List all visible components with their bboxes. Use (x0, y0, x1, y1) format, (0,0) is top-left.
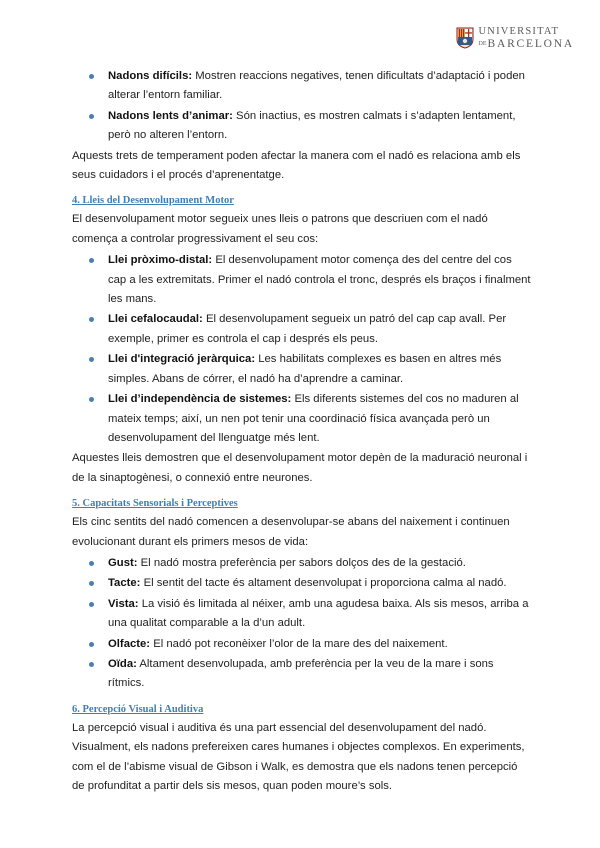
section-4-list (72, 251, 532, 448)
list-item (72, 310, 532, 349)
description: Altament desenvolupada, amb preferència per la veu de la mare i sons rítmics. (108, 657, 494, 690)
section-4-intro: El desenvolupament motor segueix unes lleis o patrons que descriuen com el nadó comença a controlar progressivament el seu cos: (72, 213, 488, 245)
list-item (72, 655, 532, 694)
university-crest-icon (456, 27, 474, 49)
term: Nadons difícils: (108, 70, 193, 82)
description: El desenvolupament segueix un patró del cap cap avall. Per exemple, primer es controla el cap i després els peus. (108, 313, 507, 345)
list-item (72, 635, 532, 654)
description: La visió és limitada al néixer, amb una agudesa baixa. Als sis mesos, arriba a una qualitat comparable a la d’un adult. (108, 597, 529, 630)
description: El desenvolupament motor comença des del centre del cos cap a les extremitats. Primer el nadó controla el tronc, després els braços i finalment les mans. (108, 254, 531, 306)
bullet-icon (89, 642, 94, 647)
description: Mostren reaccions negatives, tenen dificultats d’adaptació i poden alterar l’entorn familiar. (108, 70, 525, 102)
list-item (72, 390, 532, 448)
term: Nadons lents d’animar: (108, 109, 233, 122)
section-5-heading: 5. Capacitats Sensorials i Perceptives (72, 498, 238, 510)
term: Llei cefalocaudal: (108, 313, 203, 326)
logo-line-2-name: BARCELONA (487, 38, 574, 50)
list-item (72, 350, 532, 389)
term: Llei pròximo-distal: (108, 254, 213, 267)
description: El nadó mostra preferència per sabors dolços des de la gestació. (137, 556, 466, 569)
list-item (72, 67, 532, 106)
logo-line-1: UNIVERSITAT (478, 26, 560, 37)
logo-joiner: DE (478, 41, 487, 47)
bullet-icon (89, 561, 94, 566)
section-5-intro: Els cinc sentits del nadó comencen a desenvolupar-se abans del naixement i continuen evolucionant durant els primers mesos de vida: (72, 516, 510, 548)
term: Tacte: (108, 577, 141, 590)
section-4-conclusion: Aquestes lleis demostren que el desenvolupament motor depèn de la maduració neuronal i de la sinaptogènesi, o connexió entre neurones. (72, 452, 528, 484)
description: El nadó pot reconèixer l’olor de la mare des del naixement. (150, 637, 448, 650)
section-6-heading: 6. Percepció Visual i Auditiva (72, 703, 204, 715)
list-item (72, 107, 532, 146)
bullet-icon (89, 74, 94, 79)
description: Són inactius, es mostren calmats i s’adapten lentament, però no alteren l’entorn. (108, 109, 516, 142)
bullet-icon (89, 602, 94, 607)
bullet-icon (89, 581, 94, 586)
list-item (72, 595, 532, 634)
section-4-heading: 4. Lleis del Desenvolupament Motor (72, 195, 234, 207)
document-body (72, 67, 532, 798)
list-item (72, 574, 532, 593)
description: Els diferents sistemes del cos no maduren al mateix temps; així, un nen pot tenir una coordinació física avançada però un desenvolupament del llenguatge més lent. (108, 393, 519, 444)
list-item (72, 251, 532, 309)
logo-line-2 (479, 38, 574, 50)
bullet-icon (89, 258, 94, 263)
term: Vista: (108, 597, 139, 610)
bullet-icon (89, 662, 94, 667)
description: El sentit del tacte és altament desenvolupat i proporciona calma al nadó. (140, 577, 507, 590)
term: Olfacte: (108, 637, 151, 650)
term: Llei d’independència de sistemes: (108, 393, 292, 406)
temperament-conclusion: Aquests trets de temperament poden afectar la manera com el nadó es relaciona amb els seus cuidadors i el procés d’aprenentatge. (72, 149, 521, 182)
university-logo (456, 26, 574, 50)
bullet-icon (89, 317, 94, 322)
temperament-list (72, 67, 532, 146)
bullet-icon (89, 357, 94, 362)
section-5-list (72, 554, 532, 694)
section-6-text: La percepció visual i auditiva és una part essencial del desenvolupament del nadó. Visualment, els nadons prefereixen cares humanes i objectes complexos. En experiments, com el de l’abisme visual de Gibson i Walk, es demostra que els nadons tenen percepció de profunditat a partir dels sis mesos, quan poden moure’s sols. (72, 721, 525, 792)
term: Oïda: (108, 657, 137, 670)
term: Llei d'integració jeràrquica: (108, 353, 256, 366)
bullet-icon (89, 114, 94, 119)
bullet-icon (89, 397, 94, 402)
description: Les habilitats complexes es basen en altres més simples. Abans de córrer, el nadó ha d’aprendre a caminar. (108, 353, 502, 385)
list-item (72, 554, 532, 573)
term: Gust: (108, 556, 138, 569)
